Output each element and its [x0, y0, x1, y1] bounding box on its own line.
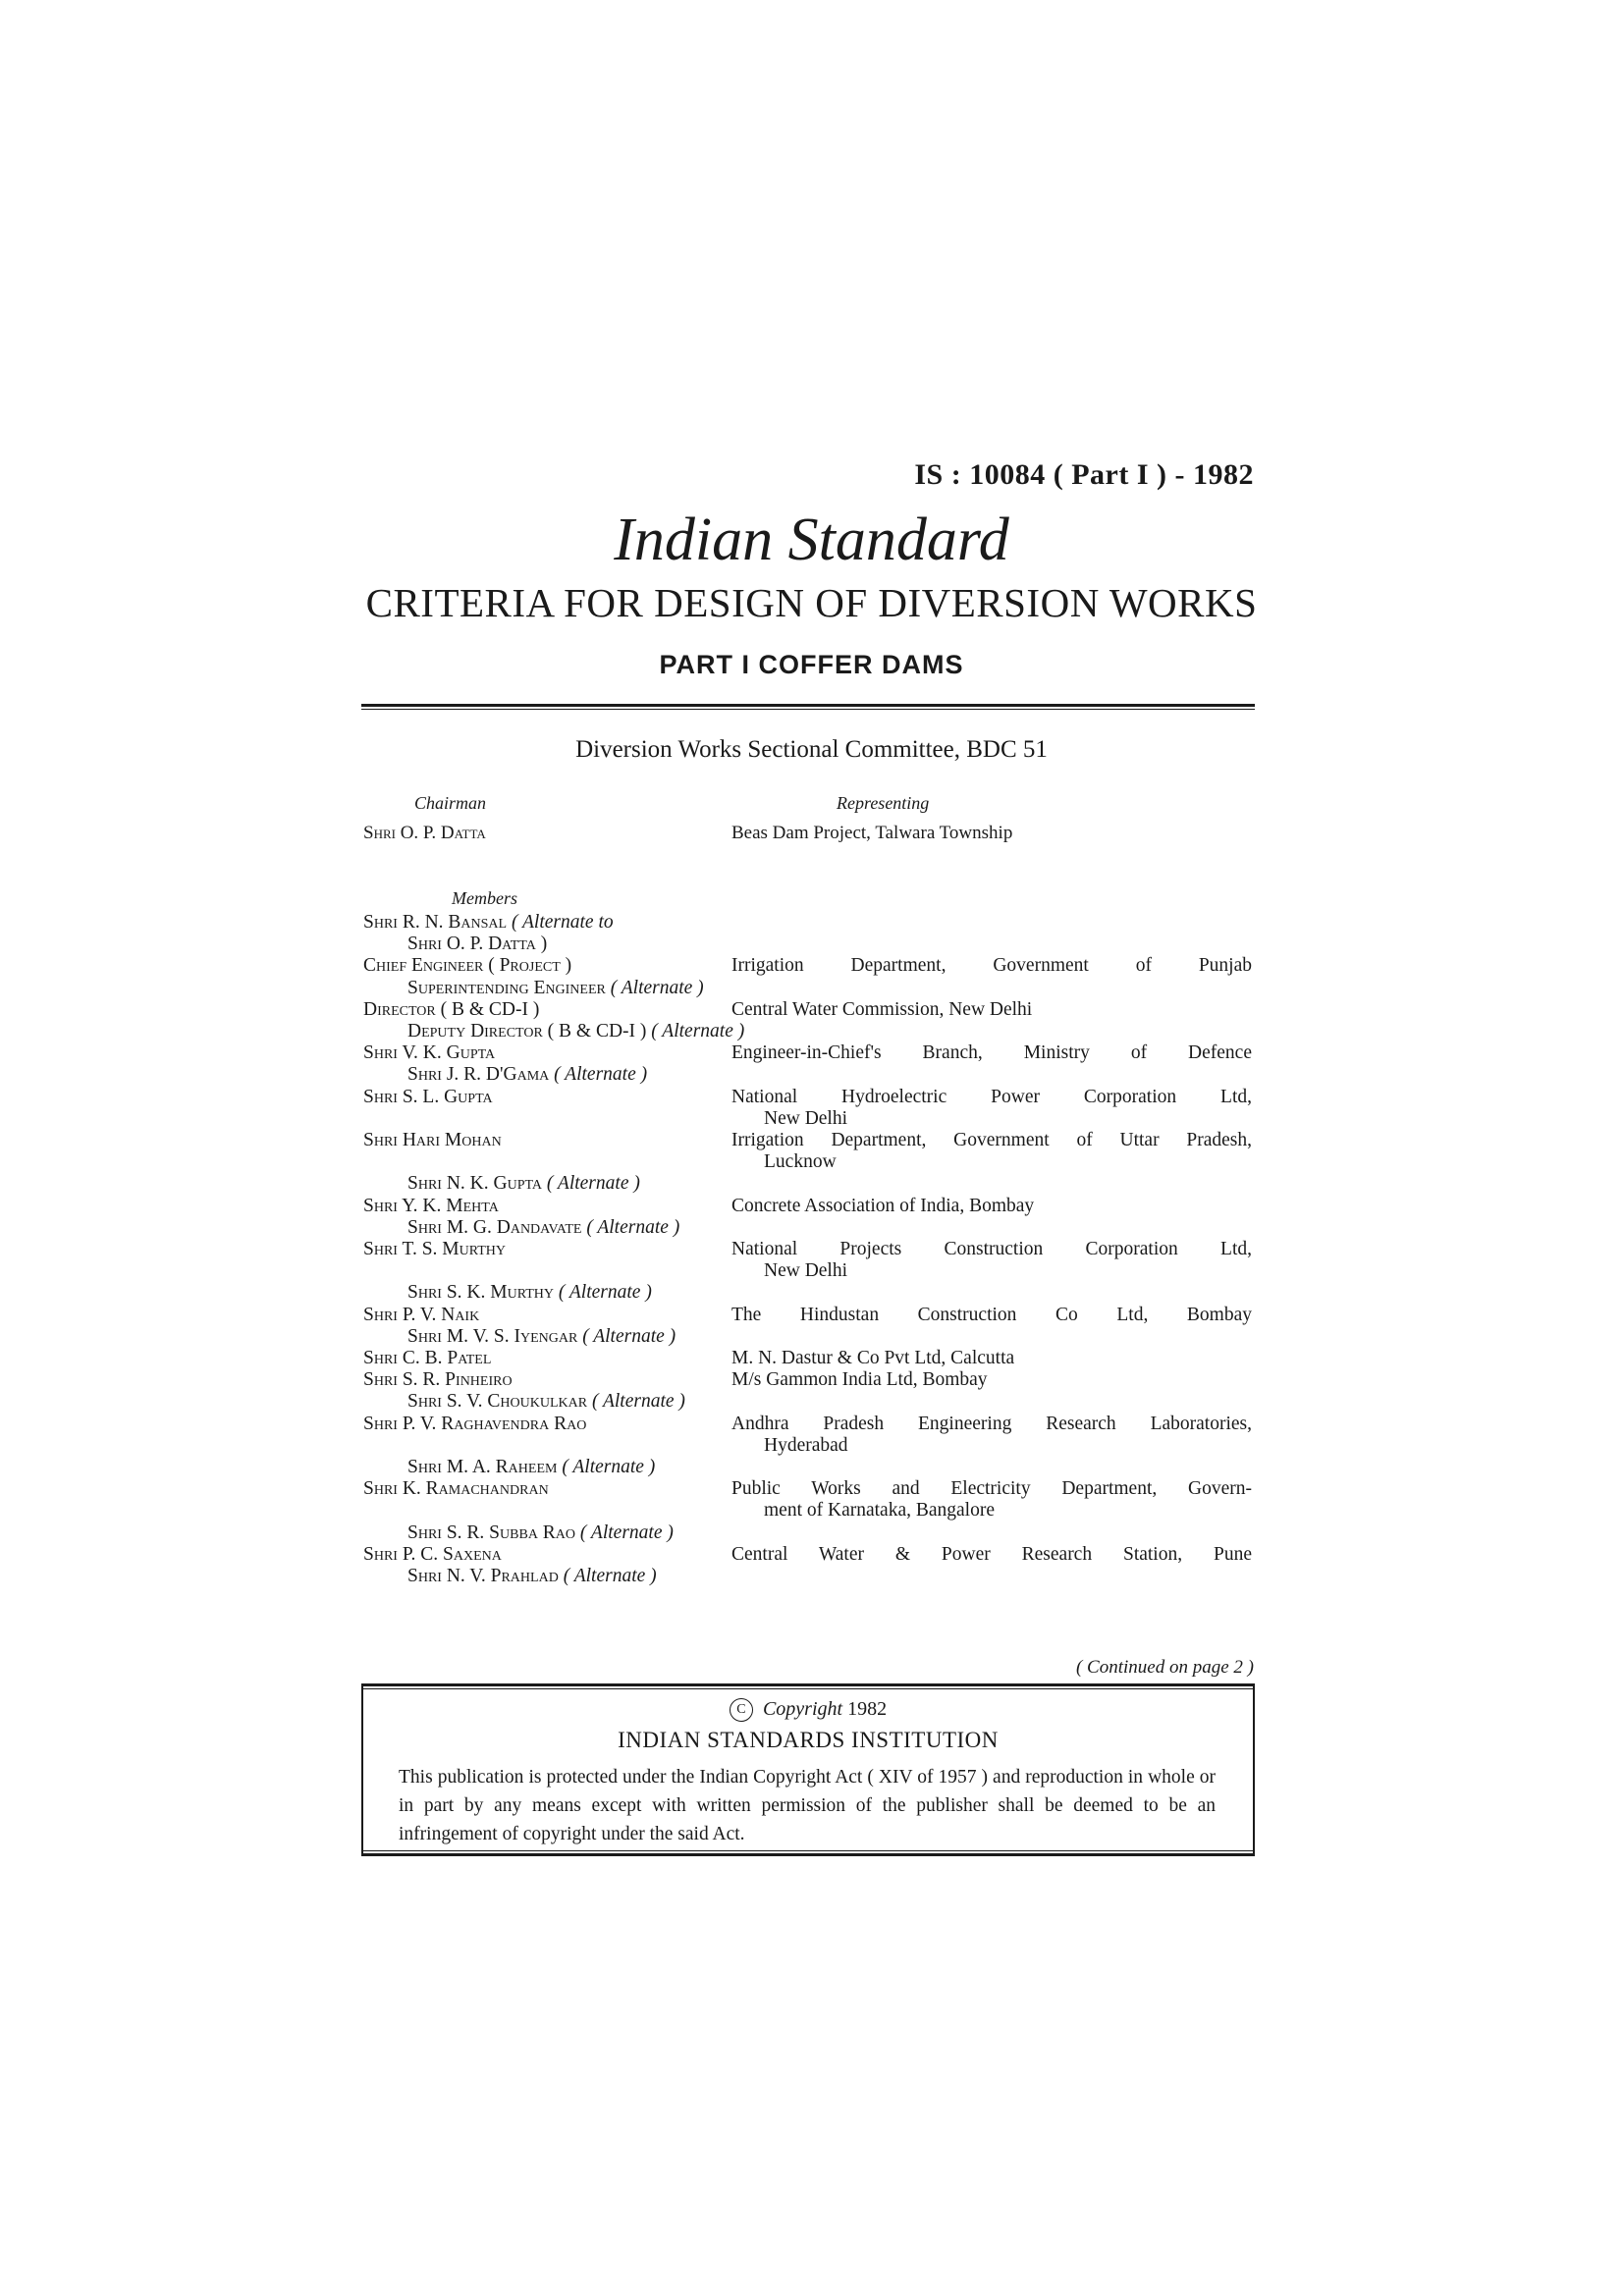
member-name: [363, 1347, 491, 1370]
member-name-text: Shri S. V. Choukulkar: [407, 1391, 588, 1412]
member-row: [0, 1216, 1623, 1240]
member-row: [0, 998, 1623, 1022]
member-name-text: Shri Y. K. Mehta: [363, 1196, 499, 1216]
member-organization: Andhra Pradesh Engineering Research Laboratories,: [731, 1414, 1252, 1434]
member-organization: ment of Karnataka, Bangalore: [764, 1500, 995, 1521]
member-organization: Lucknow: [764, 1151, 837, 1172]
member-row: [0, 1368, 1623, 1392]
member-name: [363, 1041, 495, 1065]
member-row: [0, 1086, 1623, 1109]
member-alternate-note: ( Alternate ): [651, 1021, 745, 1041]
member-name-text: Deputy Director ( B & CD-I ): [407, 1021, 647, 1041]
member-name-text: Shri R. N. Bansal: [363, 912, 508, 933]
member-name: [407, 1020, 744, 1043]
member-organization: Engineer-in-Chief's Branch, Ministry of Defence: [731, 1042, 1252, 1063]
member-name: [363, 1195, 499, 1218]
member-row: [0, 1129, 1623, 1152]
chairman-heading: Chairman: [414, 793, 487, 813]
member-name-text: Shri S. R. Subba Rao: [407, 1522, 576, 1543]
member-row: [0, 911, 1623, 934]
member-organization: National Hydroelectric Power Corporation Ltd,: [731, 1087, 1252, 1107]
member-alternate-note: ( Alternate ): [591, 1391, 685, 1412]
member-name: [407, 1522, 674, 1545]
member-name: [363, 1543, 502, 1567]
member-name-text: Shri S. K. Murthy: [407, 1282, 554, 1303]
member-name-text: Shri N. V. Prahlad: [407, 1566, 559, 1586]
member-organization: New Delhi: [764, 1108, 848, 1129]
member-name: [363, 1304, 479, 1327]
member-row: [0, 1304, 1623, 1327]
member-row: [0, 1107, 1623, 1131]
standard-number: IS : 10084 ( Part I ) - 1982: [914, 458, 1254, 491]
member-organization: The Hindustan Construction Co Ltd, Bombay: [731, 1305, 1252, 1325]
member-name-text: Shri M. A. Raheem: [407, 1457, 558, 1477]
member-row: [0, 1150, 1623, 1174]
member-name-text: Shri P. V. Raghavendra Rao: [363, 1414, 587, 1434]
copyright-icon: C: [730, 1698, 753, 1722]
member-alternate-note: ( Alternate ): [579, 1522, 674, 1543]
member-alternate-note: ( Alternate to: [511, 912, 614, 933]
member-name-text: Superintending Engineer: [407, 978, 606, 998]
member-row: [0, 1390, 1623, 1414]
member-row: [0, 1195, 1623, 1218]
member-name-text: Shri K. Ramachandran: [363, 1478, 549, 1499]
member-row: [0, 1543, 1623, 1567]
member-name: [407, 1063, 647, 1087]
member-alternate-note: ( Alternate ): [546, 1173, 640, 1194]
member-row: [0, 1041, 1623, 1065]
member-name: [407, 1172, 640, 1196]
title-rule-thick: [361, 704, 1255, 707]
member-alternate-note: ( Alternate ): [563, 1566, 657, 1586]
member-name-text: Shri J. R. D'Gama: [407, 1064, 550, 1085]
member-organization: Central Water Commission, New Delhi: [731, 999, 1033, 1020]
copyright-word: Copyright: [762, 1698, 843, 1720]
member-row: [0, 1020, 1623, 1043]
member-name: [407, 1565, 657, 1588]
member-name: [363, 1238, 506, 1261]
member-name: [407, 1390, 685, 1414]
continued-note: ( Continued on page 2 ): [1075, 1657, 1254, 1678]
member-organization: M/s Gammon India Ltd, Bombay: [731, 1369, 988, 1390]
member-name-text: Shri Hari Mohan: [363, 1130, 502, 1150]
member-row: [0, 933, 1623, 956]
member-organization: Irrigation Department, Government of Punjab: [731, 955, 1252, 976]
member-organization: Irrigation Department, Government of Uttar Pradesh,: [731, 1130, 1252, 1150]
part-title: PART I COFFER DAMS: [659, 650, 964, 679]
member-row: [0, 954, 1623, 978]
member-name: [407, 1325, 676, 1349]
title-indian-standard: Indian Standard: [614, 507, 1009, 573]
member-row: [0, 1325, 1623, 1349]
member-name: [363, 998, 539, 1022]
member-name: [407, 977, 704, 1000]
document-title: CRITERIA FOR DESIGN OF DIVERSION WORKS: [365, 580, 1258, 625]
copyright-line: [363, 1698, 1253, 1722]
committee-name: Diversion Works Sectional Committee, BDC 51: [575, 736, 1048, 763]
member-name-text: Shri P. V. Naik: [363, 1305, 480, 1325]
member-row: [0, 1456, 1623, 1479]
member-name: [363, 1086, 493, 1109]
member-name-text: Shri C. B. Patel: [363, 1348, 492, 1368]
member-name-text: Director ( B & CD-I ): [363, 999, 540, 1020]
title-rule-thin: [361, 709, 1255, 710]
member-organization: Concrete Association of India, Bombay: [731, 1196, 1035, 1216]
member-name-text: Shri O. P. Datta ): [407, 934, 548, 954]
member-name: [407, 1281, 652, 1305]
member-alternate-note: ( Alternate ): [582, 1326, 676, 1347]
member-name: [363, 954, 571, 978]
member-name-text: Chief Engineer ( Project ): [363, 955, 572, 976]
member-name-text: Shri V. K. Gupta: [363, 1042, 496, 1063]
chairman-name: Shri O. P. Datta: [363, 823, 486, 843]
member-row: [0, 1434, 1623, 1458]
member-name: [363, 1413, 586, 1436]
member-name: [407, 1456, 655, 1479]
chairman-representing: Beas Dam Project, Talwara Township: [731, 823, 1013, 843]
member-row: [0, 1499, 1623, 1522]
member-name-text: Shri S. R. Pinheiro: [363, 1369, 513, 1390]
member-organization: Hyderabad: [764, 1435, 848, 1456]
box-rule-top: [363, 1688, 1253, 1689]
box-rule-bottom: [363, 1850, 1253, 1851]
member-name-text: Shri S. L. Gupta: [363, 1087, 493, 1107]
copyright-year: 1982: [847, 1698, 888, 1720]
member-name-text: Shri M. V. S. Iyengar: [407, 1326, 578, 1347]
member-name: [407, 1216, 679, 1240]
member-name-text: Shri P. C. Saxena: [363, 1544, 502, 1565]
members-list: [0, 911, 1623, 1588]
member-name-text: Shri M. G. Dandavate: [407, 1217, 582, 1238]
member-alternate-note: ( Alternate ): [586, 1217, 680, 1238]
member-name-text: Shri N. K. Gupta: [407, 1173, 543, 1194]
copyright-notice: This publication is protected under the Indian Copyright Act ( XIV of 1957 ) and reproduction in whole or in part by any means except with written permission of the publisher shall be deemed to be an infringement of copyright under the said Act.: [399, 1767, 1216, 1844]
member-row: [0, 1172, 1623, 1196]
member-row: [0, 977, 1623, 1000]
member-row: [0, 1565, 1623, 1588]
member-name: [363, 1477, 549, 1501]
member-organization: National Projects Construction Corporation Ltd,: [731, 1239, 1252, 1259]
member-organization: M. N. Dastur & Co Pvt Ltd, Calcutta: [731, 1348, 1015, 1368]
member-name: [363, 1129, 502, 1152]
member-row: [0, 1281, 1623, 1305]
copyright-box: [361, 1683, 1255, 1856]
member-row: [0, 1347, 1623, 1370]
institution-name: INDIAN STANDARDS INSTITUTION: [618, 1728, 999, 1752]
member-row: [0, 1259, 1623, 1283]
member-name: [363, 911, 614, 934]
member-row: [0, 1477, 1623, 1501]
member-row: [0, 1238, 1623, 1261]
member-organization: Public Works and Electricity Department, Govern-: [731, 1478, 1252, 1499]
members-heading: Members: [452, 888, 517, 908]
member-name: [407, 933, 547, 956]
member-organization: Central Water & Power Research Station, Pune: [731, 1544, 1252, 1565]
member-alternate-note: ( Alternate ): [558, 1282, 652, 1303]
member-name-text: Shri T. S. Murthy: [363, 1239, 507, 1259]
member-row: [0, 1063, 1623, 1087]
member-row: [0, 1522, 1623, 1545]
member-alternate-note: ( Alternate ): [554, 1064, 648, 1085]
member-row: [0, 1413, 1623, 1436]
member-alternate-note: ( Alternate ): [610, 978, 704, 998]
member-organization: New Delhi: [764, 1260, 848, 1281]
member-alternate-note: ( Alternate ): [562, 1457, 656, 1477]
representing-heading: Representing: [837, 793, 930, 813]
member-name: [363, 1368, 513, 1392]
